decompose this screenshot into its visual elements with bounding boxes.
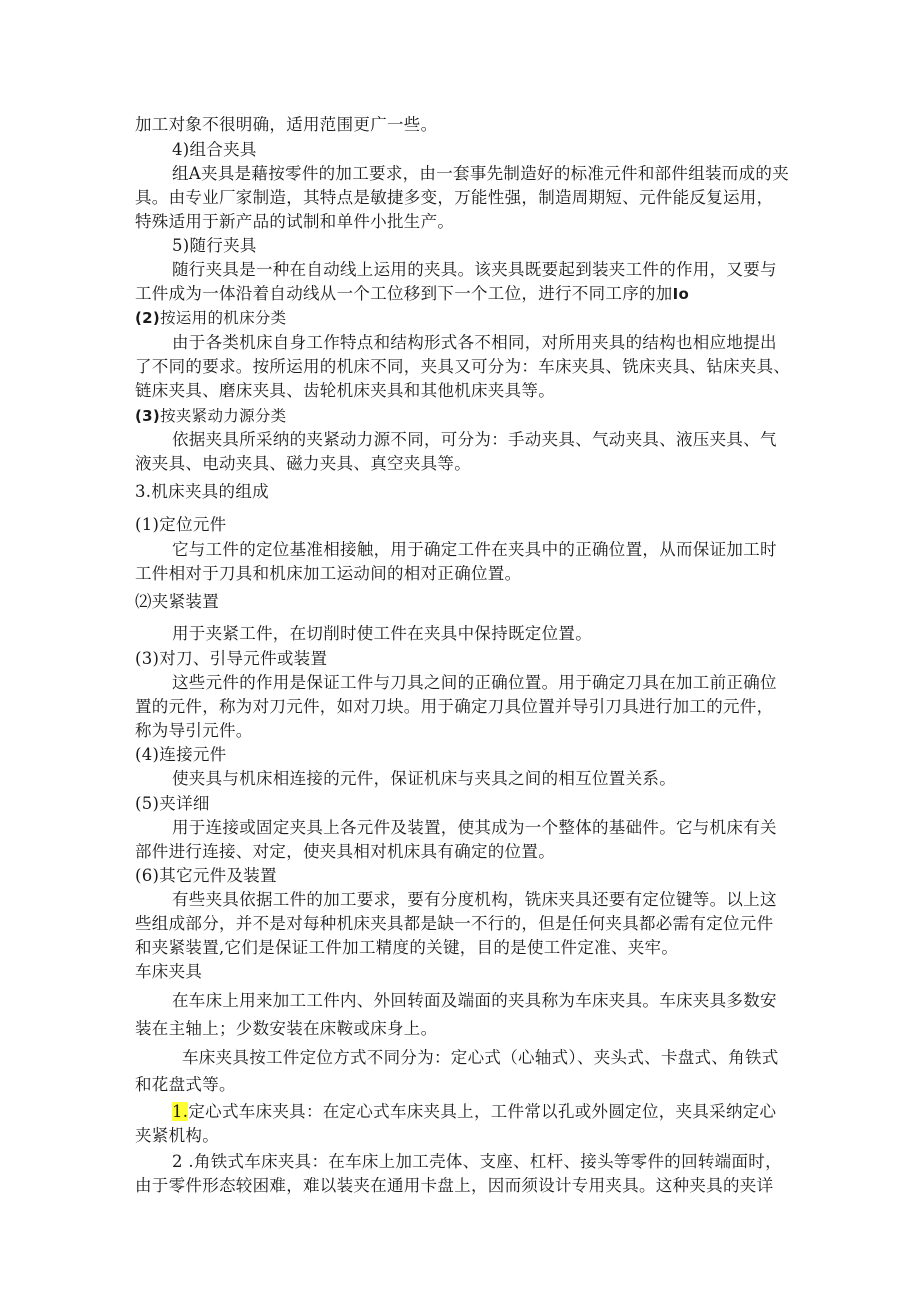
text-line: 有些夹具依据工件的加工要求，要有分度机构，铣床夹具还要有定位键等。以上这 — [172, 890, 777, 909]
text-line: 特殊适用于新产品的试制和单件小批生产。 — [135, 212, 455, 231]
text-line: 些组成部分，并不是对每种机床夹具都是缺一不行的，但是任何夹具都必需有定位元件 — [135, 914, 774, 933]
text-line: 夹紧机构。 — [135, 1126, 219, 1145]
subsection-heading: (3)对刀、引导元件或装置 — [135, 649, 328, 668]
text-line: 用于夹紧工件，在切削时使工件在夹具中保持既定位置。 — [172, 624, 592, 643]
heading-number: (3) — [135, 407, 161, 425]
text-line: 依据夹具所采纳的夹紧动力源不同，可分为：手动夹具、气动夹具、液压夹具、气 — [172, 430, 777, 449]
text-line: 和夹紧装置,它们是保证工件加工精度的关键，目的是使工件定准、夹牢。 — [135, 938, 679, 957]
subsection-heading: (5)夹详细 — [135, 794, 210, 813]
heading-number: (2) — [135, 309, 161, 327]
text-line: 在车床上用来加工工件内、外回转面及端面的夹具称为车床夹具。车床夹具多数安 — [172, 991, 777, 1010]
text-line: 用于连接或固定夹具上各元件及装置，使其成为一个整体的基础件。它与机床有关 — [172, 818, 777, 837]
text-line: 部件进行连接、对定，使夹具相对机床具有确定的位置。 — [135, 842, 555, 861]
text-line: 和花盘式等。 — [135, 1075, 236, 1094]
text-line: 链床夹具、磨床夹具、齿轮机床夹具和其他机床夹具等。 — [135, 381, 555, 400]
section-heading: 3.机床夹具的组成 — [135, 482, 269, 501]
subsection-heading: 5)随行夹具 — [172, 236, 257, 255]
section-heading — [135, 306, 787, 330]
text-line: 由于零件形态较困难，难以装夹在通用卡盘上，因而须设计专用夹具。这种夹具的夹详 — [135, 1176, 774, 1195]
text-line: 它与工件的定位基准相接触，用于确定工件在夹具中的正确位置，从而保证加工时 — [172, 540, 777, 559]
text-line: 称为导引元件。 — [135, 721, 253, 740]
text-line: 加工对象不很明确，适用范围更广一些。 — [135, 115, 438, 134]
text-line: 2 .角铁式车床夹具：在车床上加工壳体、支座、杠杆、接头等零件的回转端面时， — [172, 1152, 782, 1171]
text-line: 由于各类机床自身工作特点和结构形式各不相同，对所用夹具的结构也相应地提出 — [172, 333, 777, 352]
subsection-heading: (4)连接元件 — [135, 745, 227, 764]
text-line: 这些元件的作用是保证工件与刀具之间的正确位置。用于确定刀具在加工前正确位 — [172, 673, 777, 692]
text-line: 车床夹具按工件定位方式不同分为：定心式（心轴式）、夹头式、卡盘式、角铁式 — [182, 1048, 779, 1067]
text-span: Io — [672, 285, 690, 303]
text-line — [172, 1100, 787, 1124]
text-line: 装在主轴上；少数安装在床鞍或床身上。 — [135, 1019, 438, 1038]
heading-text: 按夹紧动力源分类 — [160, 407, 287, 425]
text-line: 了不同的要求。按所运用的机床不同，夹具又可分为：车床夹具、铣床夹具、钻床夹具、 — [135, 357, 791, 376]
text-span: 定心式车床夹具：在定心式车床夹具上，工件常以孔或外圆定位，夹具采纳定心 — [188, 1102, 777, 1121]
text-line: 液夹具、电动夹具、磁力夹具、真空夹具等。 — [135, 454, 471, 473]
subsection-heading: ⑵夹紧装置 — [135, 592, 219, 611]
subsection-heading: (6)其它元件及装置 — [135, 866, 277, 885]
section-heading: 车床夹具 — [135, 962, 203, 981]
text-line: 随行夹具是一种在自动线上运用的夹具。该夹具既要起到装夹工件的作用，又要与 — [172, 260, 777, 279]
highlighted-number: 1. — [172, 1102, 189, 1121]
text-span: 工件成为一体沿着自动线从一个工位移到下一个工位，进行不同工序的加 — [135, 284, 673, 303]
text-line: 工件相对于刀具和机床加工运动间的相对正确位置。 — [135, 564, 522, 583]
heading-text: 按运用的机床分类 — [160, 309, 287, 327]
subsection-heading: 4)组合夹具 — [172, 140, 257, 159]
text-line — [135, 282, 787, 306]
text-line: 组A夹具是藉按零件的加工要求，由一套事先制造好的标准元件和部件组装而成的夹 — [172, 164, 790, 183]
text-line: 具。由专业厂家制造，其特点是敏捷多变，万能性强，制造周期短、元件能反复运用， — [135, 188, 774, 207]
text-line: 置的元件，称为对刀元件，如对刀块。用于确定刀具位置并导引刀具进行加工的元件， — [135, 697, 774, 716]
subsection-heading: (1)定位元件 — [135, 515, 227, 534]
text-line: 使夹具与机床相连接的元件，保证机床与夹具之间的相互位置关系。 — [172, 769, 676, 788]
section-heading — [135, 404, 787, 428]
